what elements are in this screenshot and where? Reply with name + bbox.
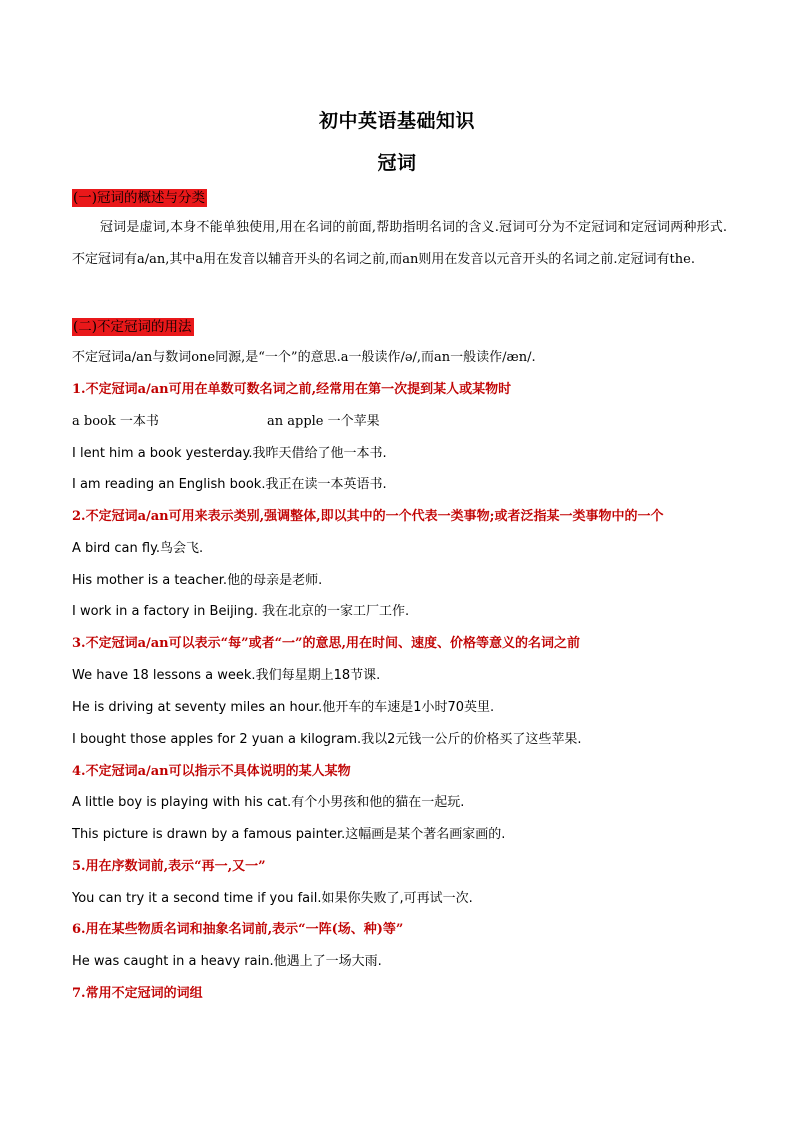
example-sentence: He is driving at seventy miles an hour.他开车的车速是1小时70英里.	[72, 700, 495, 715]
example-sentence: I lent him a book yesterday.我昨天借给了他一本书.	[72, 446, 387, 461]
section-heading-1-text: (一)冠词的概述与分类	[73, 190, 206, 206]
rule-heading-4: 4.不定冠词a/an可以指示不具体说明的某人某物	[72, 764, 351, 779]
example-sentence: His mother is a teacher.他的母亲是老师.	[72, 573, 323, 588]
example-sentence: He was caught in a heavy rain.他遇上了一场大雨.	[72, 954, 382, 969]
rule-heading-6: 6.用在某些物质名词和抽象名词前,表示“一阵(场、种)等”	[72, 922, 404, 937]
example-sentence: You can try it a second time if you fail.如果你失败了,可再试一次.	[72, 891, 473, 906]
example-sentence: I work in a factory in Beijing. 我在北京的一家工厂工作.	[72, 604, 410, 619]
rule-heading-7: 7.常用不定冠词的词组	[72, 986, 203, 1001]
section-2-intro: 不定冠词a/an与数词one同源,是“一个”的意思.a一般读作/ə/,而an一般读作/æn/.	[72, 350, 536, 365]
example-sentence: A bird can fly.鸟会飞.	[72, 541, 204, 556]
example-sentence: A little boy is playing with his cat.有个小男孩和他的猫在一起玩.	[72, 795, 465, 810]
rule-heading-1: 1.不定冠词a/an可用在单数可数名词之前,经常用在第一次提到某人或某物时	[72, 382, 512, 397]
example-sentence: I am reading an English book.我正在读一本英语书.	[72, 477, 387, 492]
example-sentence: We have 18 lessons a week.我们每星期上18节课.	[72, 668, 381, 683]
section-heading-2-text: (二)不定冠词的用法	[73, 319, 192, 335]
document-title: 初中英语基础知识	[318, 110, 475, 132]
example-pair-left: a book 一本书	[72, 414, 159, 429]
section-heading-2	[72, 315, 194, 335]
rule-heading-3: 3.不定冠词a/an可以表示“每”或者“一”的意思,用在时间、速度、价格等意义的名词之前	[72, 636, 581, 651]
section-heading-1	[72, 186, 207, 206]
example-sentence: This picture is drawn by a famous painter.这幅画是某个著名画家画的.	[72, 827, 506, 842]
rule-heading-5: 5.用在序数词前,表示“再一,又一”	[72, 859, 266, 874]
example-pair-right: an apple 一个苹果	[267, 414, 380, 429]
rule-heading-2: 2.不定冠词a/an可用来表示类别,强调整体,即以其中的一个代表一类事物;或者泛指某一类事物中的一个	[72, 509, 664, 524]
example-sentence: I bought those apples for 2 yuan a kilogram.我以2元钱一公斤的价格买了这些苹果.	[72, 732, 582, 747]
section-1-paragraph: 冠词是虚词,本身不能单独使用,用在名词的前面,帮助指明名词的含义.冠词可分为不定冠词和定冠词两种形式.不定冠词有a/an,其中a用在发音以辅音开头的名词之前,而an则用在发音以元音开头的名词之前.定冠词有the.	[72, 220, 727, 267]
example-pair	[72, 410, 380, 429]
document-subtitle: 冠词	[377, 152, 417, 174]
